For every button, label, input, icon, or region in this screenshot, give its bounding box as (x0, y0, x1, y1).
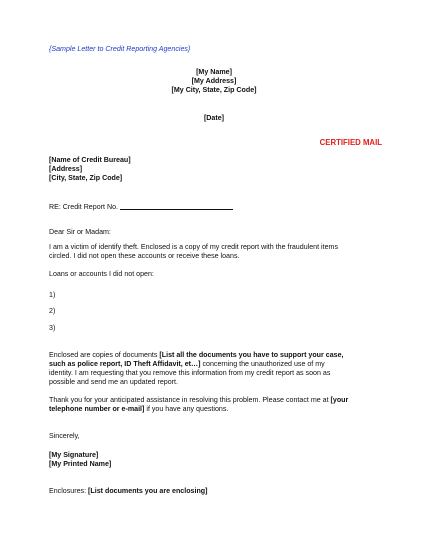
enclosed-line-2-bold: such as police report, ID Theft Affidavit, et…] (49, 360, 201, 368)
printed-name-placeholder: [My Printed Name] (49, 460, 112, 468)
list-item-3: 3) (49, 324, 56, 332)
thanks-line-2-text: if you have any questions. (144, 405, 229, 413)
list-item-1: 1) (49, 291, 56, 299)
enclosed-line-4: possible and send me an updated report. (49, 378, 178, 386)
thanks-line-2-bold: telephone number or e-mail] (49, 405, 145, 413)
paragraph-1-line-2: circled. I did not open these accounts or receive these loans. (49, 252, 240, 260)
re-line (49, 203, 233, 212)
report-number-blank (120, 209, 233, 210)
enclosures-list-placeholder: [List documents you are enclosing] (88, 487, 208, 495)
enclosures-line (49, 487, 207, 496)
re-line-label: RE: Credit Report No. (49, 203, 118, 211)
enclosures-label: Enclosures: (49, 487, 89, 495)
sample-letter-note: {Sample Letter to Credit Reporting Agencies} (49, 45, 191, 53)
enclosed-line-1 (49, 351, 344, 360)
enclosed-line-3: identity. I am requesting that you remove this information from my credit report as soon as (49, 369, 331, 377)
sender-address: [My Address] (191, 77, 237, 85)
sender-city-state-zip: [My City, State, Zip Code] (171, 86, 257, 94)
thanks-line-1-text: Thank you for your anticipated assistance in resolving this problem. Please contact me at (49, 396, 331, 404)
salutation: Dear Sir or Madam: (49, 228, 111, 236)
signature-placeholder: [My Signature] (49, 451, 99, 459)
enclosed-line-2-text: concerning the unauthorized use of my (200, 360, 325, 368)
paragraph-1-line-1: I am a victim of identify theft. Enclosed is a copy of my credit report with the fraudulent items (49, 243, 338, 251)
enclosed-line-1-bold: [List all the documents you have to support your case, (159, 351, 344, 359)
enclosed-line-2 (49, 360, 325, 369)
letter-date: [Date] (203, 114, 225, 122)
list-item-2: 2) (49, 307, 56, 315)
enclosed-line-1-text: Enclosed are copies of documents (49, 351, 160, 359)
thanks-line-1-bold: [your (330, 396, 349, 404)
recipient-city-state-zip: [City, State, Zip Code] (49, 174, 123, 182)
recipient-address: [Address] (49, 165, 83, 173)
recipient-name: [Name of Credit Bureau] (49, 156, 131, 164)
thanks-line-1 (49, 396, 348, 405)
closing: Sincerely, (49, 432, 80, 440)
sender-name: [My Name] (196, 68, 232, 76)
thanks-line-2 (49, 405, 228, 414)
loans-intro: Loans or accounts I did not open: (49, 270, 154, 278)
certified-mail-label: CERTIFIED MAIL (319, 138, 382, 147)
